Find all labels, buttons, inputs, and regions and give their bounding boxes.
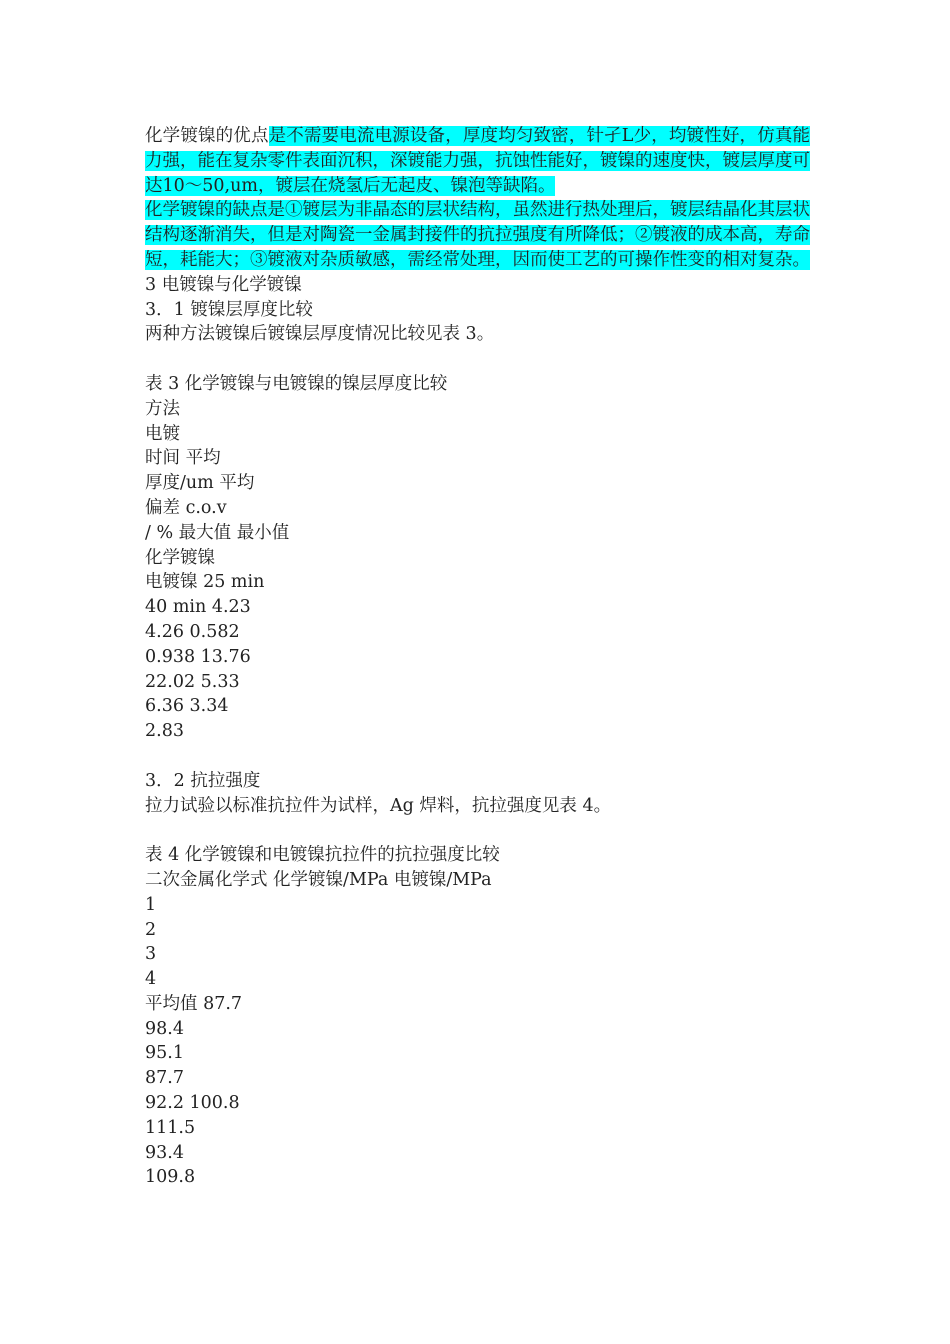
table-4-line: 92.2 100.8 — [145, 1093, 240, 1114]
table-4-line: 二次金属化学式 化学镀镍/MPa 电镀镍/MPa — [145, 869, 492, 890]
table-3-line: 电镀镍 25 min — [145, 572, 265, 593]
table-3-line: 40 min 4.23 — [145, 597, 251, 618]
table-4-line: 平均值 87.7 — [145, 993, 243, 1014]
table-3-line: 2.83 — [145, 721, 184, 742]
table-4-line: 3 — [145, 944, 157, 965]
table-3-line: 时间 平均 — [145, 448, 221, 469]
table-3-line: 22.02 5.33 — [145, 671, 240, 692]
table-4-line: 98.4 — [145, 1018, 184, 1039]
spacer — [145, 818, 810, 843]
table-3-line: 4.26 0.582 — [145, 621, 240, 642]
spacer — [145, 744, 810, 769]
table-3-caption: 表 3 化学镀镍与电镀镍的镍层厚度比较 — [145, 373, 448, 394]
section-3-2-heading: 3．2 抗拉强度 — [145, 770, 261, 791]
disadvantages-paragraph — [145, 198, 810, 272]
table-4-line: 4 — [145, 969, 157, 990]
table-3-line: / % 最大值 最小值 — [145, 522, 290, 543]
table-3-line: 方法 — [145, 398, 180, 419]
table-4-line: 87.7 — [145, 1068, 184, 1089]
table-3-line: 偏差 c.o.v — [145, 497, 227, 518]
section-3-1-heading: 3．1 镀镍层厚度比较 — [145, 299, 313, 320]
table-4-line: 1 — [145, 894, 157, 915]
spacer — [145, 347, 810, 372]
disadvantages-highlighted-text: 化学镀镍的缺点是①镀层为非晶态的层状结构，虽然进行热处理后，镀层结晶化其层状结构逐渐消失，但是对陶瓷一金属封接件的抗拉强度有所降低；②镀液的成本高，寿命短，耗能大；③镀液对杂质敏感，需经常处理，因而使工艺的可操作性变的相对复杂。 — [145, 200, 810, 270]
table-4-caption: 表 4 化学镀镍和电镀镍抗拉件的抗拉强度比较 — [145, 845, 500, 866]
table-4-line: 2 — [145, 919, 157, 940]
table-3-line: 电镀 — [145, 423, 180, 444]
section-3-heading: 3 电镀镍与化学镀镍 — [145, 274, 302, 295]
table-3-line: 6.36 3.34 — [145, 696, 229, 717]
table-4-line: 111.5 — [145, 1117, 196, 1138]
table-4-line: 93.4 — [145, 1142, 184, 1163]
section-3-2-text: 拉力试验以标准抗拉件为试样，Ag 焊料，抗拉强度见表 4。 — [145, 795, 612, 816]
advantages-lead: 化学镀镍的优点 — [145, 126, 269, 146]
table-3-line: 0.938 13.76 — [145, 646, 251, 667]
table-3-line: 厚度/um 平均 — [145, 473, 255, 494]
advantages-paragraph — [145, 124, 810, 198]
advantages-highlighted-text: 是不需要电流电源设备，厚度均匀致密，针孑L少，均镀性好，仿真能力强，能在复杂零件表面沉积，深镀能力强，抗蚀性能好，镀镍的速度快，镀层厚度可达10～50,um，镀层在烧氢后无起皮、镍泡等缺陷。 — [145, 126, 811, 196]
table-3-line: 化学镀镍 — [145, 547, 215, 568]
table-4-line: 109.8 — [145, 1167, 196, 1188]
section-3-1-text: 两种方法镀镍后镀镍层厚度情况比较见表 3。 — [145, 324, 495, 345]
document-body — [145, 124, 810, 1190]
table-4-line: 95.1 — [145, 1043, 184, 1064]
